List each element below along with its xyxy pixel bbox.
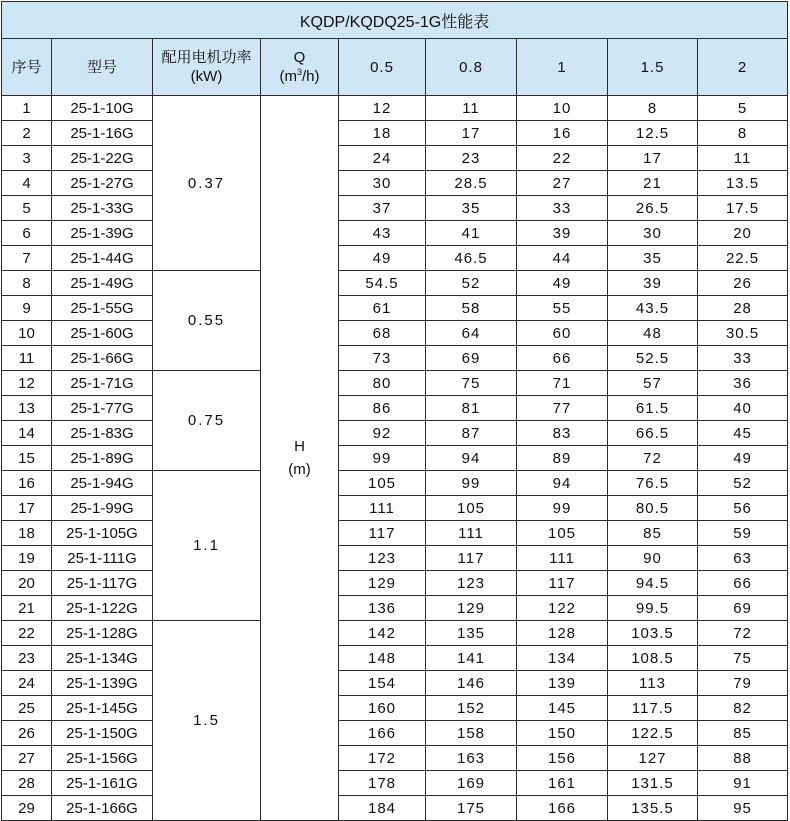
head-value: 160	[339, 696, 426, 721]
row-seq: 3	[2, 146, 52, 171]
head-value: 66	[698, 571, 788, 596]
head-value: 55	[517, 296, 608, 321]
header-flow-value: 0.8	[426, 39, 517, 96]
table-row	[2, 221, 788, 246]
row-model: 25-1-39G	[52, 221, 153, 246]
head-value: 154	[339, 671, 426, 696]
head-value: 94	[426, 446, 517, 471]
header-power-unit: (kW)	[190, 68, 223, 85]
head-value: 72	[698, 621, 788, 646]
table-row	[2, 646, 788, 671]
head-value: 52.5	[608, 346, 698, 371]
head-value: 178	[339, 771, 426, 796]
row-seq: 18	[2, 521, 52, 546]
row-model: 25-1-77G	[52, 396, 153, 421]
head-value: 172	[339, 746, 426, 771]
header-flow-value: 2	[698, 39, 788, 96]
head-value: 85	[698, 721, 788, 746]
head-value: 60	[517, 321, 608, 346]
header-seq: 序号	[2, 39, 52, 96]
head-value: 64	[426, 321, 517, 346]
row-seq: 29	[2, 796, 52, 821]
row-seq: 11	[2, 346, 52, 371]
head-value: 86	[339, 396, 426, 421]
row-seq: 20	[2, 571, 52, 596]
row-model: 25-1-66G	[52, 346, 153, 371]
head-value: 111	[517, 546, 608, 571]
head-value: 122	[517, 596, 608, 621]
head-value: 13.5	[698, 171, 788, 196]
head-value: 111	[339, 496, 426, 521]
head-value: 80.5	[608, 496, 698, 521]
table-row	[2, 596, 788, 621]
head-value: 117	[339, 521, 426, 546]
head-value: 145	[517, 696, 608, 721]
head-value: 95	[698, 796, 788, 821]
row-seq: 1	[2, 96, 52, 121]
head-value: 108.5	[608, 646, 698, 671]
row-seq: 19	[2, 546, 52, 571]
table-row	[2, 696, 788, 721]
performance-table	[1, 1, 788, 821]
head-value: 92	[339, 421, 426, 446]
row-seq: 5	[2, 196, 52, 221]
head-value: 166	[339, 721, 426, 746]
head-value: 139	[517, 671, 608, 696]
head-value: 54.5	[339, 271, 426, 296]
head-value: 169	[426, 771, 517, 796]
head-value: 184	[339, 796, 426, 821]
head-value: 76.5	[608, 471, 698, 496]
head-value: 17.5	[698, 196, 788, 221]
table-row	[2, 321, 788, 346]
head-value: 127	[608, 746, 698, 771]
head-value: 105	[339, 471, 426, 496]
row-seq: 25	[2, 696, 52, 721]
row-seq: 10	[2, 321, 52, 346]
row-model: 25-1-60G	[52, 321, 153, 346]
head-value: 33	[517, 196, 608, 221]
header-flow-value: 1.5	[608, 39, 698, 96]
motor-power: 0.55	[153, 271, 261, 371]
header-model: 型号	[52, 39, 153, 96]
row-model: 25-1-166G	[52, 796, 153, 821]
table-title: KQDP/KQDQ25-1G性能表	[2, 2, 788, 39]
head-value: 17	[426, 121, 517, 146]
head-value: 35	[426, 196, 517, 221]
row-model: 25-1-156G	[52, 746, 153, 771]
head-value: 129	[426, 596, 517, 621]
head-value: 18	[339, 121, 426, 146]
row-seq: 24	[2, 671, 52, 696]
head-unit: (m)	[288, 461, 311, 478]
table-row	[2, 371, 788, 396]
head-value: 90	[608, 546, 698, 571]
table-row	[2, 521, 788, 546]
row-seq: 15	[2, 446, 52, 471]
table-row	[2, 771, 788, 796]
head-value: 58	[426, 296, 517, 321]
head-value: 91	[698, 771, 788, 796]
row-seq: 27	[2, 746, 52, 771]
head-value: 142	[339, 621, 426, 646]
head-value: 16	[517, 121, 608, 146]
head-value: 163	[426, 746, 517, 771]
head-value: 69	[698, 596, 788, 621]
head-value: 12.5	[608, 121, 698, 146]
head-value: 150	[517, 721, 608, 746]
row-seq: 2	[2, 121, 52, 146]
table-row	[2, 671, 788, 696]
row-model: 25-1-134G	[52, 646, 153, 671]
head-value: 136	[339, 596, 426, 621]
motor-power: 0.37	[153, 96, 261, 271]
row-model: 25-1-33G	[52, 196, 153, 221]
head-value: 17	[608, 146, 698, 171]
table-row	[2, 571, 788, 596]
head-value: 79	[698, 671, 788, 696]
row-model: 25-1-89G	[52, 446, 153, 471]
head-value: 22	[517, 146, 608, 171]
head-value: 152	[426, 696, 517, 721]
head-label-cell	[261, 96, 339, 821]
head-value: 66	[517, 346, 608, 371]
head-value: 99	[339, 446, 426, 471]
row-model: 25-1-94G	[52, 471, 153, 496]
head-value: 26	[698, 271, 788, 296]
head-value: 141	[426, 646, 517, 671]
row-seq: 16	[2, 471, 52, 496]
head-value: 11	[698, 146, 788, 171]
head-value: 61.5	[608, 396, 698, 421]
head-value: 82	[698, 696, 788, 721]
head-value: 89	[517, 446, 608, 471]
head-value: 11	[426, 96, 517, 121]
head-value: 85	[608, 521, 698, 546]
head-value: 123	[339, 546, 426, 571]
row-model: 25-1-111G	[52, 546, 153, 571]
table-row	[2, 796, 788, 821]
table-row	[2, 96, 788, 121]
head-value: 68	[339, 321, 426, 346]
head-value: 131.5	[608, 771, 698, 796]
head-value: 37	[339, 196, 426, 221]
head-value: 81	[426, 396, 517, 421]
table-row	[2, 196, 788, 221]
table-row	[2, 171, 788, 196]
head-value: 24	[339, 146, 426, 171]
table-row	[2, 446, 788, 471]
head-value: 88	[698, 746, 788, 771]
head-value: 105	[426, 496, 517, 521]
table-row	[2, 621, 788, 646]
head-value: 39	[517, 221, 608, 246]
row-model: 25-1-139G	[52, 671, 153, 696]
head-value: 166	[517, 796, 608, 821]
head-value: 59	[698, 521, 788, 546]
header-power-label: 配用电机功率	[161, 49, 252, 66]
row-model: 25-1-55G	[52, 296, 153, 321]
row-model: 25-1-128G	[52, 621, 153, 646]
header-flow-value: 1	[517, 39, 608, 96]
row-seq: 8	[2, 271, 52, 296]
row-seq: 13	[2, 396, 52, 421]
row-model: 25-1-16G	[52, 121, 153, 146]
head-value: 30	[339, 171, 426, 196]
row-model: 25-1-83G	[52, 421, 153, 446]
head-value: 129	[339, 571, 426, 596]
head-value: 135.5	[608, 796, 698, 821]
header-flow	[261, 39, 339, 96]
head-value: 69	[426, 346, 517, 371]
header-flow-value: 0.5	[339, 39, 426, 96]
head-value: 146	[426, 671, 517, 696]
row-seq: 22	[2, 621, 52, 646]
head-value: 94	[517, 471, 608, 496]
head-value: 99	[517, 496, 608, 521]
head-value: 99	[426, 471, 517, 496]
head-value: 46.5	[426, 246, 517, 271]
head-value: 105	[517, 521, 608, 546]
head-value: 56	[698, 496, 788, 521]
row-model: 25-1-49G	[52, 271, 153, 296]
table-row	[2, 296, 788, 321]
head-value: 22.5	[698, 246, 788, 271]
header-flow-unit: $(m^3/h)$	[279, 67, 320, 85]
head-value: 80	[339, 371, 426, 396]
head-value: 28	[698, 296, 788, 321]
row-model: 25-1-10G	[52, 96, 153, 121]
head-value: 26.5	[608, 196, 698, 221]
head-value: 41	[426, 221, 517, 246]
table-row	[2, 271, 788, 296]
head-value: 8	[608, 96, 698, 121]
head-value: 57	[608, 371, 698, 396]
head-value: 113	[608, 671, 698, 696]
head-value: 75	[698, 646, 788, 671]
head-value: 161	[517, 771, 608, 796]
head-value: 66.5	[608, 421, 698, 446]
head-value: 99.5	[608, 596, 698, 621]
motor-power: 1.5	[153, 621, 261, 821]
row-seq: 21	[2, 596, 52, 621]
head-value: 71	[517, 371, 608, 396]
head-value: 72	[608, 446, 698, 471]
head-value: 103.5	[608, 621, 698, 646]
table-row	[2, 421, 788, 446]
row-model: 25-1-161G	[52, 771, 153, 796]
motor-power: 1.1	[153, 471, 261, 621]
table-row	[2, 746, 788, 771]
head-value: 135	[426, 621, 517, 646]
head-value: 35	[608, 246, 698, 271]
head-value: 77	[517, 396, 608, 421]
head-value: 12	[339, 96, 426, 121]
head-value: 148	[339, 646, 426, 671]
head-value: 49	[339, 246, 426, 271]
head-value: 117	[517, 571, 608, 596]
head-value: 20	[698, 221, 788, 246]
head-value: 30.5	[698, 321, 788, 346]
head-value: 21	[608, 171, 698, 196]
row-seq: 26	[2, 721, 52, 746]
head-value: 48	[608, 321, 698, 346]
table-row	[2, 346, 788, 371]
table-row	[2, 721, 788, 746]
head-value: 87	[426, 421, 517, 446]
head-value: 8	[698, 121, 788, 146]
head-value: 23	[426, 146, 517, 171]
row-model: 25-1-22G	[52, 146, 153, 171]
head-value: 73	[339, 346, 426, 371]
row-seq: 12	[2, 371, 52, 396]
head-value: 75	[426, 371, 517, 396]
head-value: 44	[517, 246, 608, 271]
row-model: 25-1-44G	[52, 246, 153, 271]
head-value: 43.5	[608, 296, 698, 321]
row-model: 25-1-117G	[52, 571, 153, 596]
table-row	[2, 146, 788, 171]
head-value: 158	[426, 721, 517, 746]
head-value: 28.5	[426, 171, 517, 196]
row-seq: 9	[2, 296, 52, 321]
head-value: 10	[517, 96, 608, 121]
table-row	[2, 496, 788, 521]
head-value: 49	[517, 271, 608, 296]
head-value: 43	[339, 221, 426, 246]
head-value: 111	[426, 521, 517, 546]
row-seq: 23	[2, 646, 52, 671]
head-value: 134	[517, 646, 608, 671]
performance-table-container	[1, 1, 787, 817]
head-value: 117.5	[608, 696, 698, 721]
head-label: H	[294, 438, 305, 455]
head-value: 52	[698, 471, 788, 496]
table-row	[2, 546, 788, 571]
head-value: 27	[517, 171, 608, 196]
motor-power: 0.75	[153, 371, 261, 471]
header-power	[153, 39, 261, 96]
row-model: 25-1-99G	[52, 496, 153, 521]
row-seq: 17	[2, 496, 52, 521]
row-model: 25-1-122G	[52, 596, 153, 621]
head-value: 33	[698, 346, 788, 371]
row-model: 25-1-150G	[52, 721, 153, 746]
row-seq: 6	[2, 221, 52, 246]
row-model: 25-1-105G	[52, 521, 153, 546]
head-value: 175	[426, 796, 517, 821]
head-value: 40	[698, 396, 788, 421]
table-row	[2, 246, 788, 271]
head-value: 61	[339, 296, 426, 321]
row-model: 25-1-71G	[52, 371, 153, 396]
header-flow-label: Q	[293, 49, 306, 66]
head-value: 83	[517, 421, 608, 446]
row-model: 25-1-145G	[52, 696, 153, 721]
row-seq: 14	[2, 421, 52, 446]
table-row	[2, 471, 788, 496]
table-body	[2, 96, 788, 821]
table-row	[2, 396, 788, 421]
row-seq: 7	[2, 246, 52, 271]
row-seq: 28	[2, 771, 52, 796]
head-value: 49	[698, 446, 788, 471]
head-value: 156	[517, 746, 608, 771]
head-value: 45	[698, 421, 788, 446]
head-value: 128	[517, 621, 608, 646]
head-value: 39	[608, 271, 698, 296]
head-value: 5	[698, 96, 788, 121]
head-value: 36	[698, 371, 788, 396]
head-value: 123	[426, 571, 517, 596]
head-value: 63	[698, 546, 788, 571]
head-value: 52	[426, 271, 517, 296]
head-value: 94.5	[608, 571, 698, 596]
head-value: 30	[608, 221, 698, 246]
table-row	[2, 121, 788, 146]
row-seq: 4	[2, 171, 52, 196]
head-value: 122.5	[608, 721, 698, 746]
row-model: 25-1-27G	[52, 171, 153, 196]
head-value: 117	[426, 546, 517, 571]
